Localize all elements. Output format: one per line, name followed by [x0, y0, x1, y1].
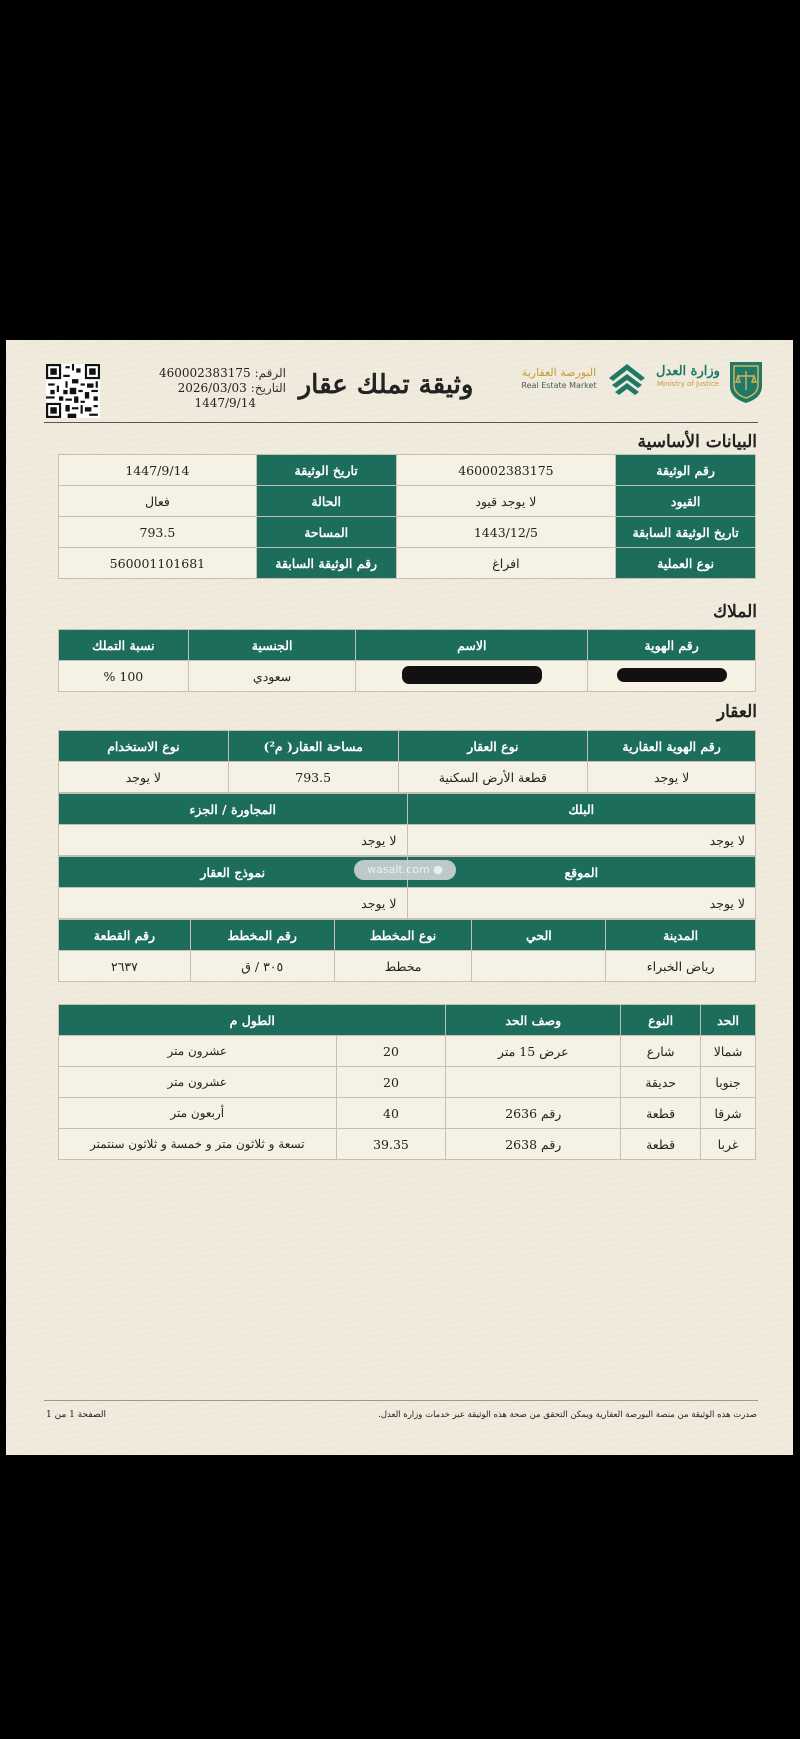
basic-label: المساحة: [256, 517, 396, 548]
boundary-length-text: عشرون متر: [59, 1067, 337, 1098]
property-plan-type: مخطط: [334, 951, 472, 982]
footer-divider: [44, 1400, 758, 1401]
boundary-length-text: تسعة و ثلاثون متر و خمسة و ثلاثون سنتمتر: [59, 1129, 337, 1160]
boundary-length: 20: [336, 1067, 446, 1098]
property-header-neighborhood-part: المجاورة / الجزء: [59, 794, 408, 825]
boundary-row: [59, 1036, 756, 1067]
boundary-side: غربا: [701, 1129, 756, 1160]
property-city: رياض الخبراء: [606, 951, 756, 982]
basic-row: [59, 455, 756, 486]
boundaries-table: [58, 1004, 756, 1160]
property-plot-number: ٢٦٣٧: [59, 951, 191, 982]
page-number: الصفحة 1 من 1: [46, 1410, 106, 1420]
boundary-type: حديقة: [621, 1067, 701, 1098]
owners-header-nationality: الجنسية: [188, 630, 356, 661]
property-header-type: نوع العقار: [398, 731, 588, 762]
document-number: 460002383175: [158, 366, 251, 380]
header-divider: [44, 422, 758, 423]
owners-heading: الملاك: [713, 602, 757, 622]
boundary-side: جنوبا: [701, 1067, 756, 1098]
basic-label: رقم الوثيقة السابقة: [256, 548, 396, 579]
document-header: [6, 340, 793, 424]
owner-id-redacted: [588, 661, 756, 692]
boundaries-header-desc: وصف الحد: [446, 1005, 621, 1036]
property-header-plot-number: رقم القطعة: [59, 920, 191, 951]
boundary-row: [59, 1067, 756, 1098]
owner-nationality: سعودي: [188, 661, 356, 692]
boundary-desc: عرض 15 متر: [446, 1036, 621, 1067]
basic-value: 793.5: [59, 517, 257, 548]
property-plan-number: ٣٠٥ / ق: [190, 951, 334, 982]
basic-label: تاريخ الوثيقة: [256, 455, 396, 486]
boundary-length-text: أربعون متر: [59, 1098, 337, 1129]
basic-value: افراغ: [396, 548, 616, 579]
boundary-desc: [446, 1067, 621, 1098]
basic-value: 460002383175: [396, 455, 616, 486]
property-header-block: البلك: [407, 794, 755, 825]
logos: [518, 358, 768, 408]
footer-note: صدرت هذه الوثيقة من منصة البورصة العقارية ويمكن التحقق من صحة هذه الوثيقة عبر خدمات وزارة العدل.: [378, 1410, 757, 1420]
boundary-length: 40: [336, 1098, 446, 1129]
basic-value: لا يوجد قيود: [396, 486, 616, 517]
property-block: لا يوجد: [407, 825, 755, 856]
property-header-model: نموذج العقار: [59, 857, 408, 888]
basic-value: 1447/9/14: [59, 455, 257, 486]
property-neighborhood-part: لا يوجد: [59, 825, 408, 856]
property-table-main: [58, 730, 756, 793]
ministry-emblem-icon: [726, 358, 766, 404]
property-real-estate-id: لا يوجد: [588, 762, 756, 793]
boundary-type: قطعة: [621, 1098, 701, 1129]
basic-value: 1443/12/5: [396, 517, 616, 548]
real-estate-market-logo: البورصة العقارية Real Estate Market: [521, 366, 597, 390]
boundary-desc: رقم 2636: [446, 1098, 621, 1129]
boundary-type: قطعة: [621, 1129, 701, 1160]
boundary-length-text: عشرون متر: [59, 1036, 337, 1067]
basic-label: نوع العملية: [616, 548, 756, 579]
property-usage: لا يوجد: [59, 762, 229, 793]
deed-document: [6, 340, 793, 1455]
boundary-length: 20: [336, 1036, 446, 1067]
property-type: قطعة الأرض السكنية: [398, 762, 588, 793]
boundaries-header-type: النوع: [621, 1005, 701, 1036]
basic-label: الحالة: [256, 486, 396, 517]
property-header-city: المدينة: [606, 920, 756, 951]
owners-header-id: رقم الهوية: [588, 630, 756, 661]
property-header-plan-number: رقم المخطط: [190, 920, 334, 951]
basic-data-table: [58, 454, 756, 579]
property-header-real-estate-id: رقم الهوية العقارية: [588, 731, 756, 762]
property-table-plan: [58, 919, 756, 982]
property-model: لا يوجد: [59, 888, 408, 919]
property-header-area: مساحة العقار( م²): [228, 731, 398, 762]
basic-row: [59, 517, 756, 548]
property-header-usage: نوع الاستخدام: [59, 731, 229, 762]
ministry-of-justice-logo: وزارة العدل Ministry of Justice: [656, 364, 720, 388]
location-pin-icon: ●: [433, 863, 443, 876]
date-label: التاريخ:: [250, 381, 286, 395]
document-meta: [116, 366, 286, 411]
property-header-district: الحي: [472, 920, 606, 951]
boundary-length: 39.35: [336, 1129, 446, 1160]
property-header-plan-type: نوع المخطط: [334, 920, 472, 951]
owners-header-name: الاسم: [356, 630, 588, 661]
number-label: الرقم:: [254, 366, 286, 380]
date-gregorian: 2026/03/03: [177, 381, 247, 395]
wasalt-watermark: wasalt.com ●: [354, 860, 456, 880]
property-heading: العقار: [716, 702, 757, 722]
boundary-side: شمالا: [701, 1036, 756, 1067]
basic-data-heading: البيانات الأساسية: [637, 432, 757, 452]
property-location: لا يوجد: [407, 888, 756, 919]
owners-table: [58, 629, 756, 692]
document-title: وثيقة تملك عقار: [298, 370, 474, 400]
boundary-desc: رقم 2638: [446, 1129, 621, 1160]
owner-name-redacted: [356, 661, 588, 692]
qr-code: [46, 364, 100, 418]
boundaries-header-side: الحد: [701, 1005, 756, 1036]
property-header-location: الموقع: [407, 857, 756, 888]
real-estate-market-icon: [606, 360, 648, 402]
boundary-type: شارع: [621, 1036, 701, 1067]
basic-label: رقم الوثيقة: [616, 455, 756, 486]
boundary-row: [59, 1129, 756, 1160]
owner-ratio: 100 %: [59, 661, 189, 692]
boundary-row: [59, 1098, 756, 1129]
property-district: [472, 951, 606, 982]
basic-value: 560001101681: [59, 548, 257, 579]
owners-header-ratio: نسبة التملك: [59, 630, 189, 661]
basic-label: القيود: [616, 486, 756, 517]
boundary-side: شرقا: [701, 1098, 756, 1129]
boundaries-header-length: الطول م: [59, 1005, 446, 1036]
property-area: 793.5: [228, 762, 398, 793]
basic-row: [59, 548, 756, 579]
basic-value: فعال: [59, 486, 257, 517]
basic-label: تاريخ الوثيقة السابقة: [616, 517, 756, 548]
property-table-block: [58, 793, 756, 856]
date-hijri: 1447/9/14: [194, 396, 256, 410]
basic-row: [59, 486, 756, 517]
